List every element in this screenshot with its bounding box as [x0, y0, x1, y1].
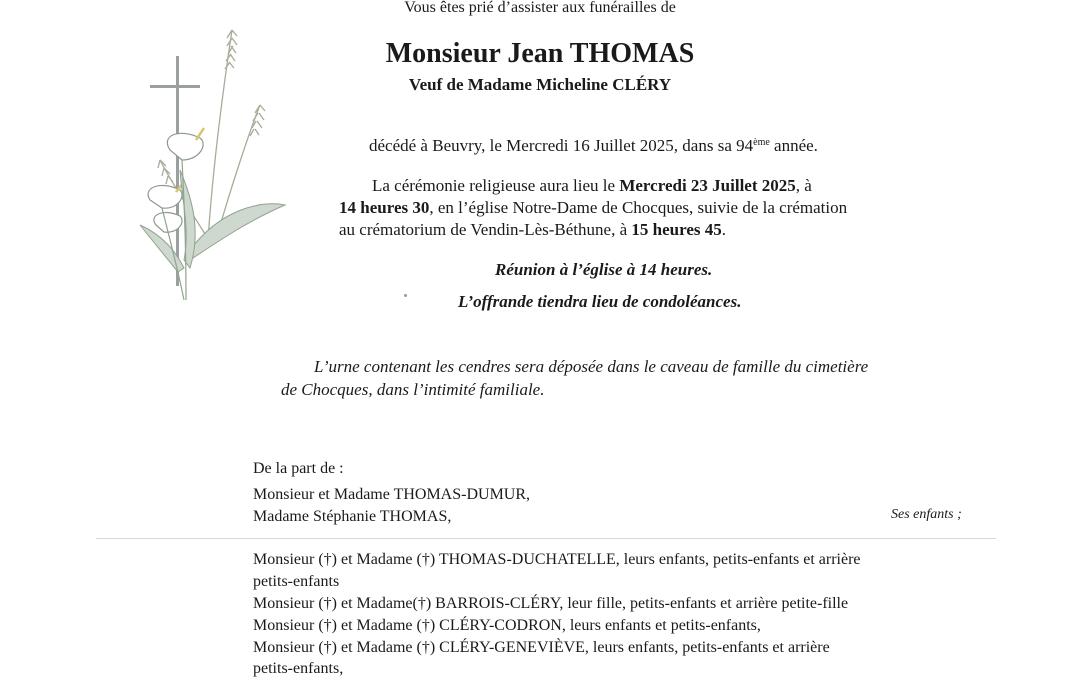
- family-line: petits-enfants: [253, 573, 340, 590]
- offering-line: L’offrande tiendra lieu de condoléances.: [458, 292, 742, 311]
- children-relation: Ses enfants ;: [891, 507, 962, 522]
- child-1: Monsieur et Madame THOMAS-DUMUR,: [253, 486, 531, 503]
- section-divider: [96, 538, 996, 539]
- ceremony-text: La cérémonie religieuse aura lieu le: [372, 176, 620, 195]
- ceremony-text: au crématorium de Vendin-Lès-Béthune, à: [339, 220, 632, 239]
- family-line: Monsieur (†) et Madame (†) CLÉRY-CODRON, leurs enfants et petits-enfants,: [253, 617, 761, 634]
- family-line: petits-enfants,: [253, 660, 344, 677]
- ceremony-line-3: [339, 220, 726, 240]
- death-line: [369, 136, 818, 156]
- family-line: Monsieur (†) et Madame (†) CLÉRY-GENEVIÈVE, leurs enfants, petits-enfants et arrière: [253, 639, 830, 656]
- cremation-time: 15 heures 45: [631, 220, 722, 239]
- child-2: Madame Stéphanie THOMAS,: [253, 508, 452, 525]
- widower-line: Veuf de Madame Micheline CLÉRY: [408, 75, 672, 94]
- ceremony-time: 14 heures 30: [339, 198, 430, 217]
- urn-line-2: de Chocques, dans l’intimité familiale.: [281, 380, 545, 399]
- death-text-end: année.: [769, 136, 818, 155]
- family-line: Monsieur (†) et Madame (†) THOMAS-DUCHATELLE, leurs enfants, petits-enfants et arrière: [253, 551, 861, 568]
- ceremony-date: Mercredi 23 Juillet 2025: [619, 176, 796, 195]
- speck: [404, 294, 407, 297]
- ceremony-text: , en l’église Notre-Dame de Chocques, suivie de la crémation: [429, 198, 848, 217]
- ceremony-line-2: [339, 198, 847, 218]
- death-text: décédé à Beuvry, le Mercredi 16 Juillet 2025, dans sa 94: [369, 136, 754, 155]
- urn-line-1: L’urne contenant les cendres sera déposée dans le caveau de famille du cimetière: [314, 357, 869, 376]
- from-label: De la part de :: [253, 460, 344, 477]
- invitation-line: Vous êtes prié d’assister aux funérailles de: [404, 0, 676, 16]
- ceremony-text: , à: [795, 176, 812, 195]
- death-ordinal-suffix: ème: [753, 137, 770, 148]
- reunion-line: Réunion à l’église à 14 heures.: [495, 260, 713, 279]
- ceremony-text: .: [721, 220, 726, 239]
- ceremony-line-1: [372, 176, 812, 196]
- deceased-name: Monsieur Jean THOMAS: [385, 38, 695, 69]
- family-line: Monsieur (†) et Madame(†) BARROIS-CLÉRY, leur fille, petits-enfants et arrière petite-fille: [253, 595, 849, 612]
